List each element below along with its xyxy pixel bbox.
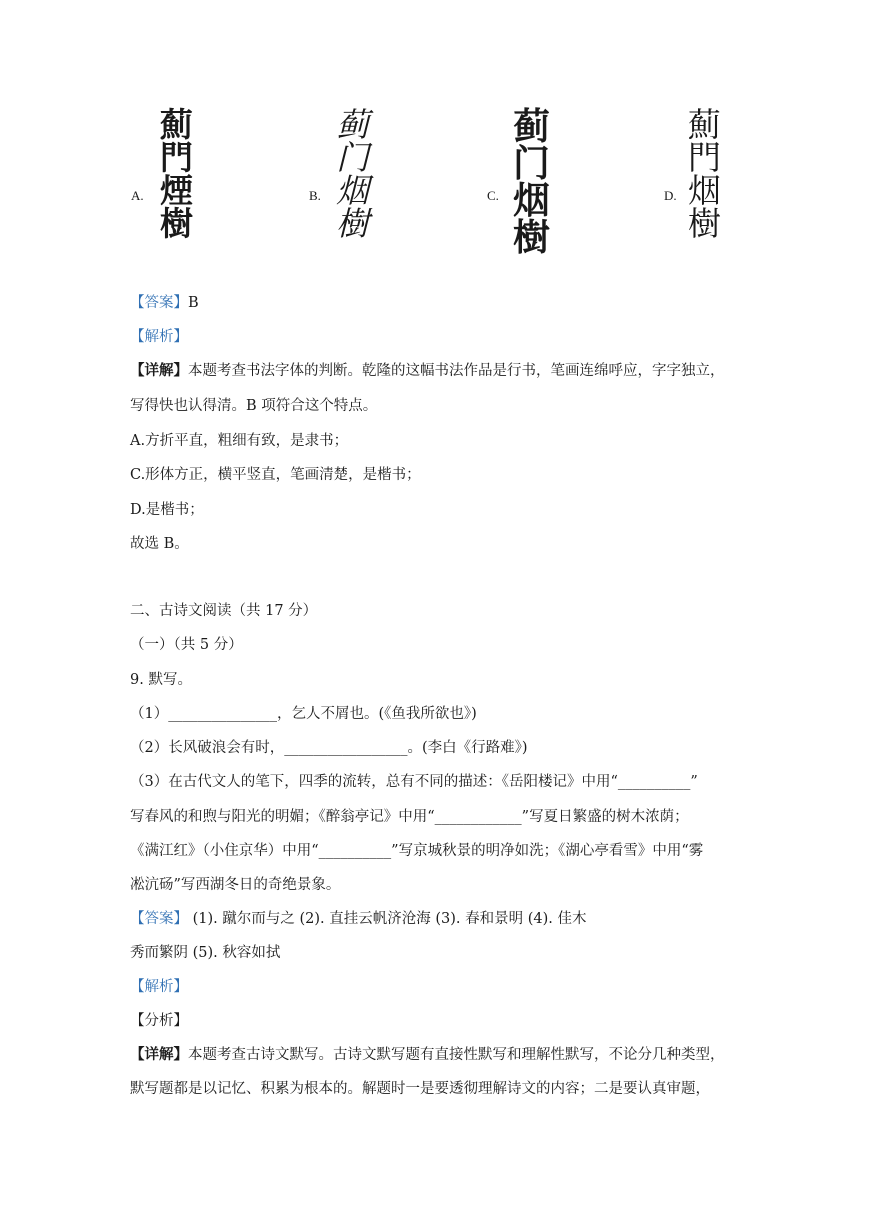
answer-line-2b: 秀而繁阴 (5). 秋容如拭 — [130, 945, 281, 961]
option-d-calligraphy — [688, 105, 721, 243]
calligraphy-char: 樹 — [160, 204, 193, 243]
detail-line-1: 【详解】本题考查书法字体的判断。乾隆的这幅书法作品是行书，笔画连绵呼应，字字独立， — [130, 362, 725, 379]
calligraphy-char: 樹 — [688, 204, 721, 243]
option-c-calligraphy — [513, 105, 550, 259]
question-9-item-3d: 凇沆砀”写西湖冬日的奇绝景象。 — [130, 877, 341, 893]
calligraphy-char: 烟 — [513, 179, 550, 222]
option-a-calligraphy — [160, 105, 193, 243]
calligraphy-char: 樹 — [336, 204, 369, 243]
option-b-calligraphy — [336, 105, 369, 243]
option-d-note: D.是楷书； — [130, 502, 204, 518]
question-9-item-3a: （3）在古代文人的笔下，四季的流转，总有不同的描述：《岳阳楼记》中用“__________” — [130, 774, 698, 790]
calligraphy-char: 門 — [160, 138, 193, 177]
question-9-item-3c: 《满江红》（小住京华）中用“__________”写京城秋景的明净如洗；《湖心亭看雪》中用“雾 — [130, 843, 704, 859]
calligraphy-char: 门 — [336, 138, 369, 177]
calligraphy-char: 门 — [513, 142, 550, 185]
answer-line-2: 【答案】 (1). 蹴尔而与之 (2). 直挂云帆济沧海 (3). 春和景明 (4). 佳木 — [130, 911, 587, 927]
calligraphy-char: 門 — [688, 138, 721, 177]
calligraphy-options — [0, 105, 869, 283]
calligraphy-char: 薊 — [688, 105, 721, 144]
calligraphy-char: 樹 — [513, 216, 550, 259]
detail-line-4: 默写题都是以记忆、积累为根本的。解题时一是要透彻理解诗文的内容；二是要认真审题， — [130, 1081, 710, 1097]
calligraphy-char: 烟 — [336, 171, 369, 210]
question-9-item-2: （2）长风破浪会有时，_________________。(李白《行路难》) — [130, 740, 528, 756]
calligraphy-char: 薊 — [160, 105, 193, 144]
subsection-heading: （一）（共 5 分） — [130, 637, 243, 653]
detail-line-3: 【详解】本题考查古诗文默写。古诗文默写题有直接性默写和理解性默写，不论分几种类型， — [130, 1046, 725, 1063]
analysis-tag-1: 【解析】 — [130, 329, 188, 345]
analysis-tag-2: 【解析】 — [130, 979, 188, 995]
option-b-label: B. — [309, 188, 321, 203]
conclusion: 故选 B。 — [130, 536, 189, 552]
option-a-note: A.方折平直，粗细有致，是隶书； — [130, 433, 349, 449]
calligraphy-char: 煙 — [160, 171, 193, 210]
section-heading: 二、古诗文阅读（共 17 分） — [130, 603, 318, 619]
fenxi-tag: 【分析】 — [130, 1013, 188, 1029]
option-c-label: C. — [487, 188, 499, 203]
calligraphy-char: 烟 — [688, 171, 721, 210]
question-9-item-1: （1）_______________，乞人不屑也。(《鱼我所欲也》) — [130, 706, 477, 722]
calligraphy-char: 蓟 — [336, 105, 369, 144]
option-d-label: D. — [664, 188, 677, 203]
question-9-title: 9. 默写。 — [130, 672, 192, 688]
answer-line-1: 【答案】B — [130, 295, 199, 311]
question-9-item-3b: 写春风的和煦与阳光的明媚；《醉翁亭记》中用“____________”写夏日繁盛的树木浓荫； — [130, 809, 689, 825]
detail-line-2: 写得快也认得清。B 项符合这个特点。 — [130, 398, 378, 414]
calligraphy-char: 蓟 — [513, 105, 550, 148]
option-c-note: C.形体方正，横平竖直，笔画清楚，是楷书； — [130, 467, 421, 483]
option-a-label: A. — [131, 188, 144, 203]
